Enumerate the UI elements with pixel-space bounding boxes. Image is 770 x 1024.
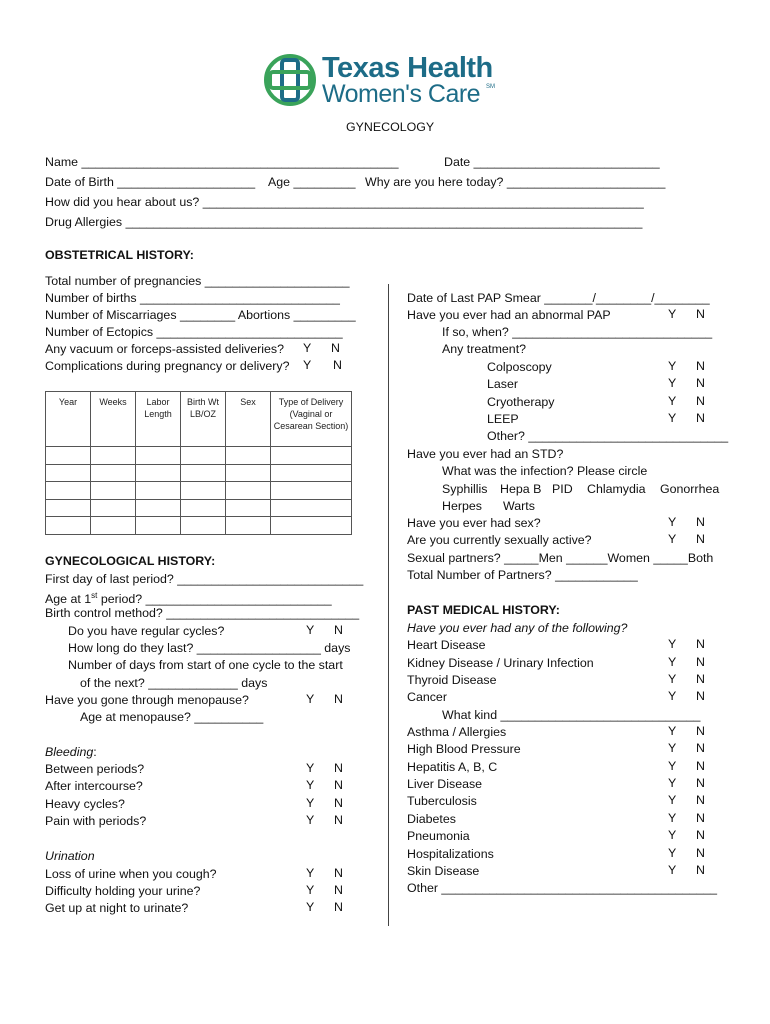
table-row[interactable] [46, 517, 352, 535]
miscarriages-field[interactable]: Number of Miscarriages ________ Abortions _________ [45, 308, 356, 322]
gyn-heading: GYNECOLOGICAL HISTORY: [45, 554, 216, 568]
had-sex-no[interactable]: N [696, 515, 705, 529]
regular-no[interactable]: N [334, 623, 343, 637]
form-title: GYNECOLOGY [346, 120, 435, 134]
medical-b9-no[interactable]: N [696, 863, 705, 877]
treatment-item: Laser [487, 377, 518, 391]
medical-b6-yes[interactable]: Y [668, 811, 677, 825]
medical-b4-no[interactable]: N [696, 776, 705, 790]
had-sex-question: Have you ever had sex? [407, 516, 541, 530]
complications-no[interactable]: N [333, 358, 342, 372]
had-sex-yes[interactable]: Y [668, 515, 677, 529]
medical-a2-no[interactable]: N [696, 655, 705, 669]
complications-yes[interactable]: Y [303, 358, 312, 372]
regular-cycles-question: Do you have regular cycles? [68, 624, 225, 638]
brand-line2: Women's Care [322, 80, 481, 108]
bleeding-item: Between periods? [45, 762, 145, 776]
bleeding-heading [45, 744, 97, 760]
table-row[interactable] [46, 499, 352, 517]
bleeding-2-yes[interactable]: Y [306, 778, 315, 792]
bleeding-2-no[interactable]: N [334, 778, 343, 792]
reason-field[interactable]: Why are you here today? _______________________ [365, 175, 666, 189]
medical-item: Asthma / Allergies [407, 725, 507, 739]
medical-a3-yes[interactable]: Y [668, 672, 677, 686]
medical-subheading: Have you ever had any of the following? [407, 621, 628, 635]
pap-when-field[interactable]: If so, when? _____________________________ [442, 325, 713, 339]
cycle-length-field[interactable]: How long do they last? __________________ days [68, 641, 351, 655]
treatment-3-yes[interactable]: Y [668, 394, 677, 408]
obstetrical-heading: OBSTETRICAL HISTORY: [45, 248, 194, 262]
treatment-3-no[interactable]: N [696, 394, 705, 408]
pregnancy-table [45, 391, 352, 535]
active-yes[interactable]: Y [668, 532, 677, 546]
medical-b8-yes[interactable]: Y [668, 846, 677, 860]
treatment-item: Cryotherapy [487, 395, 555, 409]
ectopics-field[interactable]: Number of Ectopics ___________________________ [45, 325, 343, 339]
infection-option[interactable]: PID [552, 482, 573, 496]
medical-item: Cancer [407, 690, 447, 704]
urination-item: Get up at night to urinate? [45, 901, 189, 915]
medical-item: Diabetes [407, 812, 456, 826]
treatment-item: LEEP [487, 412, 519, 426]
bleeding-item: Heavy cycles? [45, 797, 125, 811]
medical-a2-yes[interactable]: Y [668, 655, 677, 669]
medical-b4-yes[interactable]: Y [668, 776, 677, 790]
medical-item: Heart Disease [407, 638, 486, 652]
age-field[interactable]: Age _________ [268, 175, 356, 189]
medical-a1-no[interactable]: N [696, 637, 705, 651]
medical-a4-no[interactable]: N [696, 689, 705, 703]
first-day-field[interactable]: First day of last period? ___________________________ [45, 572, 364, 586]
infection-option[interactable]: Herpes [442, 499, 482, 513]
complications-question: Complications during pregnancy or delivery? [45, 359, 290, 373]
medical-b1-no[interactable]: N [696, 724, 705, 738]
medical-item: Thyroid Disease [407, 673, 497, 687]
urination-2-no[interactable]: N [334, 883, 343, 897]
urination-2-yes[interactable]: Y [306, 883, 315, 897]
medical-item: Pneumonia [407, 829, 470, 843]
age-first-sup: st [91, 591, 98, 600]
birth-control-field[interactable]: Birth control method? ____________________________ [45, 606, 360, 620]
medical-b7-yes[interactable]: Y [668, 828, 677, 842]
bleeding-3-yes[interactable]: Y [306, 796, 315, 810]
medical-b1-yes[interactable]: Y [668, 724, 677, 738]
urination-item: Loss of urine when you cough? [45, 867, 217, 881]
texas-health-cross-logo-icon [264, 54, 316, 106]
urination-heading: Urination [45, 849, 95, 863]
col-birth-wt: Birth Wt LB/OZ [181, 392, 226, 447]
medical-item: High Blood Pressure [407, 742, 521, 756]
bleeding-4-yes[interactable]: Y [306, 813, 315, 827]
abnormal-no[interactable]: N [696, 307, 705, 321]
medical-item: Liver Disease [407, 777, 483, 791]
bleeding-1-yes[interactable]: Y [306, 761, 315, 775]
bleeding-colon: : [93, 745, 97, 759]
partners-field[interactable]: Sexual partners? _____Men ______Women _____Both [407, 551, 714, 565]
medical-a1-yes[interactable]: Y [668, 637, 677, 651]
medical-b3-yes[interactable]: Y [668, 759, 677, 773]
dob-field[interactable]: Date of Birth ____________________ [45, 175, 256, 189]
table-row[interactable] [46, 447, 352, 465]
brand-line1: Texas Health [322, 52, 493, 84]
menopause-no[interactable]: N [334, 692, 343, 706]
bleeding-item: After intercourse? [45, 779, 143, 793]
menopause-age-field[interactable]: Age at menopause? __________ [80, 710, 264, 724]
urination-3-yes[interactable]: Y [306, 900, 315, 914]
last-pap-field[interactable]: Date of Last PAP Smear _______/________/________ [407, 291, 710, 305]
medical-b5-yes[interactable]: Y [668, 793, 677, 807]
urination-item: Difficulty holding your urine? [45, 884, 201, 898]
births-field[interactable]: Number of births _____________________________ [45, 291, 340, 305]
treatment-1-no[interactable]: N [696, 359, 705, 373]
medical-a3-no[interactable]: N [696, 672, 705, 686]
medical-item: Kidney Disease / Urinary Infection [407, 656, 594, 670]
medical-b8-no[interactable]: N [696, 846, 705, 860]
abnormal-pap-question: Have you ever had an abnormal PAP [407, 308, 611, 322]
col-labor: Labor Length [136, 392, 181, 447]
treatment-4-yes[interactable]: Y [668, 411, 677, 425]
col-sex: Sex [226, 392, 271, 447]
bleeding-1-no[interactable]: N [334, 761, 343, 775]
total-partners-field[interactable]: Total Number of Partners? ____________ [407, 568, 638, 582]
medical-b9-yes[interactable]: Y [668, 863, 677, 877]
abnormal-yes[interactable]: Y [668, 307, 677, 321]
menopause-question: Have you gone through menopause? [45, 693, 249, 707]
medical-heading: PAST MEDICAL HISTORY: [407, 603, 560, 617]
medical-b7-no[interactable]: N [696, 828, 705, 842]
medical-b5-no[interactable]: N [696, 793, 705, 807]
vacuum-question: Any vacuum or forceps-assisted deliveries? [45, 342, 284, 356]
medical-item: Skin Disease [407, 864, 480, 878]
brand-mark: SM [486, 84, 495, 90]
col-year: Year [46, 392, 91, 447]
urination-1-yes[interactable]: Y [306, 866, 315, 880]
medical-item: Hospitalizations [407, 847, 494, 861]
treatment-2-yes[interactable]: Y [668, 376, 677, 390]
medical-b2-yes[interactable]: Y [668, 741, 677, 755]
medical-b6-no[interactable]: N [696, 811, 705, 825]
age-first-label: Age at 1 [45, 592, 92, 607]
cancer-kind-field[interactable]: What kind _____________________________ [442, 708, 701, 722]
medical-item: Tuberculosis [407, 794, 477, 808]
treatment-question: Any treatment? [442, 342, 527, 356]
table-row[interactable] [46, 464, 352, 482]
treatment-2-no[interactable]: N [696, 376, 705, 390]
allergies-field[interactable]: Drug Allergies ___________________________________________________________________________ [45, 215, 643, 229]
column-divider [388, 284, 389, 926]
vacuum-yes[interactable]: Y [303, 341, 312, 355]
treatment-item: Colposcopy [487, 360, 552, 374]
urination-1-no[interactable]: N [334, 866, 343, 880]
infection-prompt: What was the infection? Please circle [442, 464, 648, 478]
treatment-4-no[interactable]: N [696, 411, 705, 425]
std-question: Have you ever had an STD? [407, 447, 564, 461]
bleeding-4-no[interactable]: N [334, 813, 343, 827]
medical-b2-no[interactable]: N [696, 741, 705, 755]
cycle-days-line1: Number of days from start of one cycle to the start [68, 658, 343, 672]
referral-field[interactable]: How did you hear about us? ________________________________________________________________ [45, 195, 644, 209]
infection-option[interactable]: Gonorrhea [660, 482, 720, 496]
menopause-yes[interactable]: Y [306, 692, 315, 706]
infection-option[interactable]: Warts [503, 499, 535, 513]
col-delivery: Type of Delivery (Vaginal or Cesarean Section) [271, 392, 352, 447]
treatment-other-field[interactable]: Other? _____________________________ [487, 429, 729, 443]
active-no[interactable]: N [696, 532, 705, 546]
bleeding-label: Bleeding [45, 745, 94, 759]
medical-b3-no[interactable]: N [696, 759, 705, 773]
infection-option[interactable]: Hepa B [500, 482, 542, 496]
infection-option[interactable]: Chlamydia [587, 482, 646, 496]
date-field[interactable]: Date ___________________________ [444, 155, 660, 169]
col-weeks: Weeks [91, 392, 136, 447]
treatment-1-yes[interactable]: Y [668, 359, 677, 373]
bleeding-item: Pain with periods? [45, 814, 147, 828]
urination-3-no[interactable]: N [334, 900, 343, 914]
bleeding-3-no[interactable]: N [334, 796, 343, 810]
active-question: Are you currently sexually active? [407, 533, 592, 547]
table-row[interactable] [46, 482, 352, 500]
pregnancies-field[interactable]: Total number of pregnancies _____________________ [45, 274, 350, 288]
medical-a4-yes[interactable]: Y [668, 689, 677, 703]
name-field[interactable]: Name ______________________________________________ [45, 155, 399, 169]
age-first-rest: period? ___________________________ [97, 592, 332, 607]
regular-yes[interactable]: Y [306, 623, 315, 637]
infection-option[interactable]: Syphillis [442, 482, 488, 496]
cycle-days-line2[interactable]: of the next? _____________ days [80, 676, 268, 690]
vacuum-no[interactable]: N [331, 341, 340, 355]
medical-item: Hepatitis A, B, C [407, 760, 498, 774]
medical-other-field[interactable]: Other ________________________________________ [407, 881, 718, 895]
